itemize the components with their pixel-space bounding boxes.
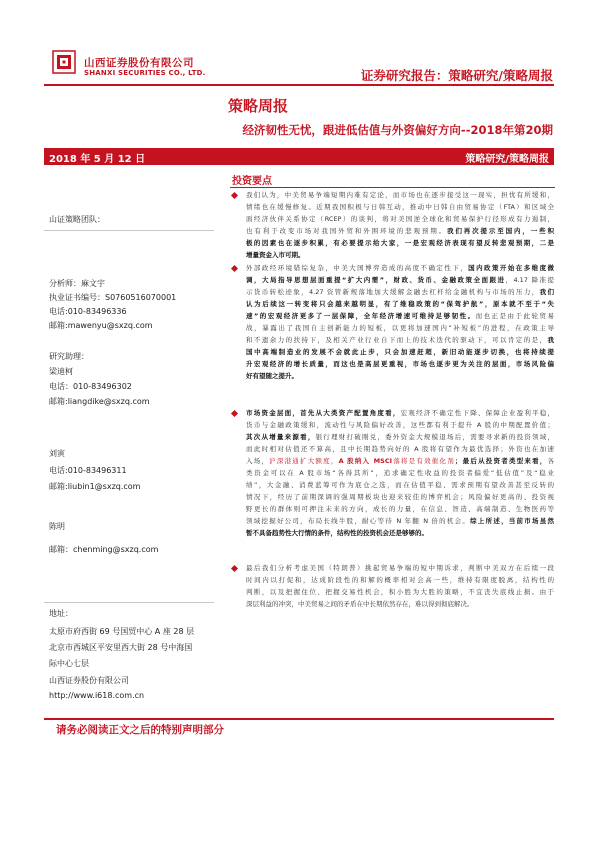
- bullet-icon: [231, 265, 238, 272]
- text-line: 货币与金融政策缓和，流动性与风险偏好改善，这些都有利于提升 A 股的中期配置价值；: [246, 421, 554, 429]
- text-line: 情绪也在缓慢修复。近期我国积极与日韩互动，推动中日韩自由贸易协定（FTA）和区域全: [246, 203, 554, 211]
- report-date: 2018 年 5 月 12 日: [49, 154, 146, 165]
- text-line: 国中高端制造业的发展不会就此止步，只会加速赶超，新旧动能逐步切换，也将持续提: [246, 348, 554, 356]
- text-line: 速”的宏观经济更多了一层保障，全年经济增速可维持足够韧性。而也正是由于此轮贸易: [246, 312, 554, 320]
- sidebar-divider: [44, 230, 214, 231]
- text-line: 时间内以打促和，达成阶段性的和解的概率相对会高一些，维持有限度脱离，结构性的: [246, 576, 554, 584]
- footer-divider: [44, 718, 554, 720]
- page-header: [0, 0, 595, 90]
- address-line-1: 太原市府西街 69 号国贸中心 A 座 28 层: [49, 627, 195, 636]
- header-divider: [44, 84, 554, 86]
- assistant2-phone: 电话:010-83496311: [49, 466, 127, 475]
- assistant1-phone: 电话：010-83496302: [49, 382, 132, 391]
- text-line: 情况下，经历了前期深调的强周期板块也迎来较佳的博弈机会；风险偏好更高的、投资视: [246, 493, 554, 501]
- report-title: 经济韧性无忧，跟进低估值与外资偏好方向--2018年第20期: [242, 123, 553, 137]
- bullet-icon: [231, 192, 238, 199]
- analyst-name: 分析师：麻文宇: [49, 279, 105, 288]
- section-title: 投资要点: [232, 176, 272, 187]
- text-line: 深层利益的冲突，中美贸易之间的矛盾在中长期依然存在，难以得到彻底解决。: [246, 600, 474, 608]
- assistant3-name: 陈明: [49, 522, 65, 531]
- team-label: 山证策略团队：: [49, 215, 105, 224]
- assistant3-email[interactable]: 邮箱：chenming@sxzq.com: [49, 545, 159, 554]
- assistant2-name: 刘寅: [49, 449, 65, 458]
- assistant1-email[interactable]: 邮箱:liangdike@sxzq.com: [49, 397, 150, 406]
- address-label: 地址：: [49, 609, 73, 618]
- text-line: 最后我们分析考虑美国（特朗普）挑起贸易争端的短中期诉求，判断中美双方在后续一段: [246, 564, 554, 572]
- text-line: 入场，沪深港通扩大额度，A 股纳入 MSCI落将是有效催化剂；最后从投资者类型来看，各: [246, 457, 554, 465]
- text-line: 而此时相对估值还不算高，且中长期趋势向好的 A 股将有望作为最优选择；外资也在加速: [246, 445, 554, 453]
- text-line: 市场资金层面，首先从大类资产配置角度看，宏观经济不确定性下降、保障企业盈利平稳，: [246, 409, 554, 417]
- assistant1-name: 梁迪柯: [49, 367, 73, 376]
- text-line: 野更长的群体则可押注未来的方向，成长的力量，在信息、智造、高端制造、生物医药等: [246, 505, 554, 513]
- text-line: 类资金可以在 A 股市场“各得其所”，追求确定性收益的投资者偏爱“低估值”及“稳业: [246, 469, 554, 477]
- text-line: 其次从增量来源看，银行理财打破刚兑，委外资金大规模退场后，需要寻求新的投资领域，: [246, 433, 554, 441]
- text-line: 暂不具备趋势性大行情的条件，结构性的投资机会还是够够的。: [246, 529, 428, 537]
- text-line: 极的因素也在逐步积累，有必要提示给大家，一是宏观经济表现有望反转悲观预期，二是: [246, 239, 554, 247]
- company-website[interactable]: http://www.i618.com.cn: [49, 691, 145, 700]
- analyst-phone: 电话:010-83496336: [49, 307, 127, 316]
- text-line: 战，暴露出了我国自主创新能力的短板，以更将加速国内“补短板”的进程，在政策主导: [246, 324, 554, 332]
- text-line: 领域挖掘好公司，布局长线牛股，耐心等待 N 年翻 N 倍的机会。综上所述，当前市场虽然: [246, 517, 554, 525]
- text-line: 和不遗余力的扶持下，及相关产业行业自下而上的技术迭代的驱动下，可以肯定的是，我: [246, 336, 554, 344]
- company-name: 山西证券股份有限公司: [49, 676, 129, 685]
- company-name-en: SHANXI SECURITIES CO., LTD.: [84, 69, 206, 77]
- doc-type: 策略周报: [228, 97, 289, 115]
- section-divider: [230, 187, 555, 188]
- text-line: 示货币转松迹象，4.27 资管新规落地加大缓解金融去杠杆给金融机构与市场的压力，我们: [246, 288, 554, 296]
- sidebar-divider: [44, 602, 214, 603]
- bullet-icon: [231, 410, 238, 417]
- company-logo-icon: [52, 50, 76, 74]
- address-line-3: 际中心七层: [49, 659, 89, 668]
- text-line: 调，大局指导思想层面重提“扩大内需”，财政、货币、金融政策全面跟进，4.17 降准提: [246, 276, 554, 284]
- disclaimer-notice: 请务必阅读正文之后的特别声明部分: [56, 724, 224, 736]
- text-line: 面经济伙伴关系协定（RCEP）的谈判，将对美国逆全球化和贸易保护行径形成有力遏制，: [246, 215, 554, 223]
- company-name-cn: 山西证券股份有限公司: [84, 57, 194, 69]
- report-type: 证券研究报告：策略研究/策略周报: [360, 68, 553, 83]
- text-line: 增量资金入市可期。: [246, 251, 305, 259]
- sidebar: [44, 168, 216, 715]
- text-line: 我们认为，中美贸易争端短期内难有定论，而市场也在逐步接受这一现实，担忧有所缓和，: [246, 191, 554, 199]
- address-line-2: 北京市西城区平安里西大街 28 号中海国: [49, 643, 193, 652]
- text-line: 好有望随之提升。: [246, 372, 298, 380]
- main-content: [230, 168, 555, 718]
- assistant2-email[interactable]: 邮箱:liubin1@sxzq.com: [49, 482, 141, 491]
- text-line: 也有利于改变市场对我国外贸和外围环境的悲观预期。我们再次提示至国内，一些积: [246, 227, 554, 235]
- text-line: 升宏观经济的增长质量，而这也是高层更重视，市场也逐步更为关注的层面，市场风险偏: [246, 360, 554, 368]
- text-line: 外部政经环境错综复杂，中美大国博弈造成的高度不确定性下，国内政策开始在多维度微: [246, 264, 554, 272]
- bullet-icon: [231, 565, 238, 572]
- analyst-email[interactable]: 邮箱:mawenyu@sxzq.com: [49, 321, 153, 330]
- report-category: 策略研究/策略周报: [465, 154, 549, 165]
- text-line: 判断，以及把握住位、把握交易性机会，积小胜为大胜的策略，不宜丧失底线止损。由于: [246, 588, 554, 596]
- date-bar: [44, 148, 554, 165]
- analyst-license: 执业证书编号：S0760516070001: [49, 293, 177, 302]
- assistant-title: 研究助理：: [49, 352, 89, 361]
- text-line: 认为后续这一转变将只会越来越明显，有了维稳政策的“保驾护航”，原本就不至于“失: [246, 300, 554, 308]
- text-line: 绩”，大金融、消费蓝筹可作为底仓之选，而在估值平稳、需求预期有望改善甚至反转的: [246, 481, 554, 489]
